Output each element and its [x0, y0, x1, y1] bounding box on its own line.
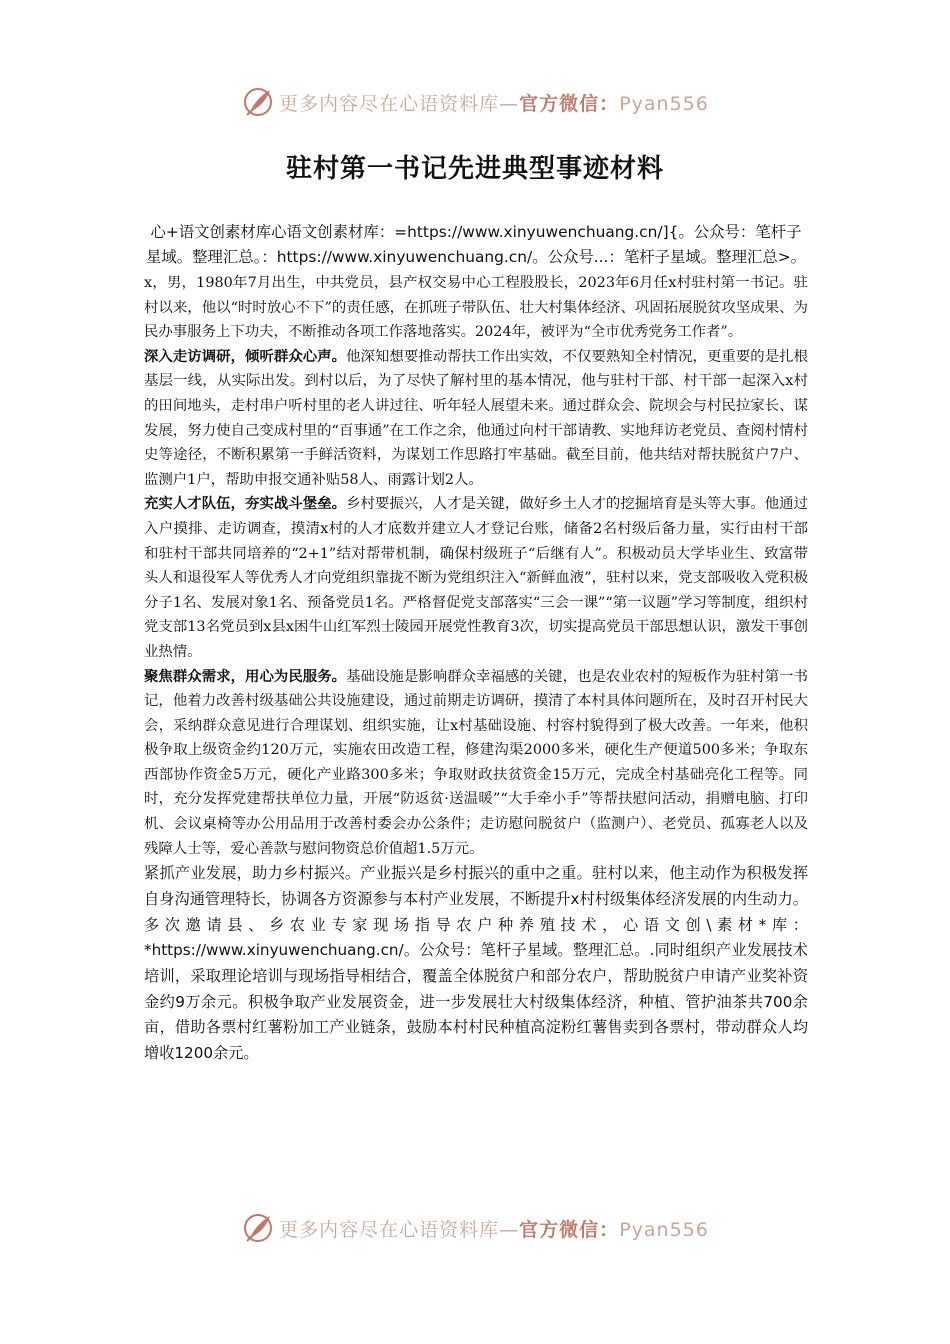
paragraph-heading: 聚焦群众需求，用心为民服务。 [144, 668, 347, 685]
paragraph-profile: x，男，1980年7月出生，中共党员，县产权交易中心工程股股长，2023年6月任x村驻村第一书记。驻村以来，他以“时时放心不下”的责任感，在抓班子带队伍、壮大村集体经济、巩固拓展脱贫攻坚成果、为民办事服务上下功夫，不断推动各项工作落地落实。2024年，被评为“全市优秀党务工作者”。 [144, 275, 808, 341]
watermark-text: 更多内容尽在心语资料库—官方微信：Pyan556 [279, 1218, 709, 1241]
watermark-text: 更多内容尽在心语资料库—官方微信：Pyan556 [279, 92, 709, 115]
paragraph-service: 聚焦群众需求，用心为民服务。基础设施是影响群众幸福感的关键，也是农业农村的短板作为驻村第一书记，他着力改善村级基础公共设施建设，通过前期走访调研，摸清了本村具体问题所在，及时召开村民大会，采纳群众意见进行合理谋划、组织实施，让x村基础设施、村容村貌得到了极大改善。一年来，他积极争取上级资金约120万元，实施农田改造工程，修建沟渠2000多米，硬化生产便道500多米；争取东西部协作资金5万元，硬化产业路300多米；争取财政扶贫资金15万元，完成全村基础亮化工程等。同时，充分发挥党建帮扶单位力量，开展“防返贫·送温暖”“大手牵小手”等帮扶慰问活动，捐赠电脑、打印机、会议桌椅等办公用品用于改善村委会办公条件；走访慰问脱贫户（监测户）、老党员、孤寡老人以及残障人士等，爱心善款与慰问物资总价值超1.5万元。 [144, 668, 808, 857]
document-body [144, 220, 808, 1067]
paragraph-heading: 深入走访调研，倾听群众心声。 [144, 348, 347, 365]
paragraph-research: 深入走访调研，倾听群众心声。他深知想要推动帮扶工作出实效，不仅要熟知全村情况，更重要的是扎根基层一线，从实际出发。到村以后，为了尽快了解村里的基本情况，他与驻村干部、村干部一起深入x村的田间地头，走村串户听村里的老人讲过往、听年轻人展望未来。通过群众会、院坝会与村民拉家长、谋发展，努力使自己变成村里的“百事通”在工作之余，他通过向村干部请教、实地拜访老党员、查阅村情村史等途径，不断积累第一手鲜活资料，为谋划工作思路打牢基础。截至目前，他共结对帮扶脱贫户7户、监测户1户，帮助申报交通补贴58人、雨露计划2人。 [144, 348, 808, 488]
footer-watermark-banner [0, 1208, 950, 1248]
paragraph-industry: 紧抓产业发展，助力乡村振兴。产业振兴是乡村振兴的重中之重。驻村以来，他主动作为积极发挥自身沟通管理特长，协调各方资源参与本村产业发展，不断提升x村村级集体经济发展的内生动力。多次邀请县、乡农业专家现场指导农户种养殖技术，心语文创\素材*库：*https://www.xinyuwenchuang.cn/。公众号：笔杆子星域。整理汇总。.同时组织产业发展技术培训，采取理论培训与现场指导相结合，覆盖全体脱贫户和部分农户，帮助脱贫户申请产业奖补资金约9万余元。积极争取产业发展资金，进一步发展壮大村级集体经济，种植、管护油茶共700余亩，借助各票村红薯粉加工产业链条，鼓励本村村民种植高淀粉红薯售卖到各票村，带动群众人均增收1200余元。 [144, 864, 808, 1063]
quill-pen-icon [241, 85, 275, 119]
paragraph-heading: 充实人才队伍，夯实战斗堡垒。 [144, 496, 347, 513]
source-note: 心+语文创素材库心语文创素材库：=https://www.xinyuwenchuang.cn/]{。公众号：笔杆子星域。整理汇总。：https://www.xinyuwenchuang.cn/。公众号...：笔杆子星域。整理汇总>。 [145, 223, 807, 266]
document-title: 驻村第一书记先进典型事迹材料 [285, 154, 664, 184]
header-watermark-banner [0, 82, 950, 122]
paragraph-talent: 充实人才队伍，夯实战斗堡垒。乡村要振兴，人才是关键，做好乡土人才的挖掘培育是头等大事。他通过入户摸排、走访调查，摸清x村的人才底数并建立人才登记台账，储备2名村级后备力量，实行由村干部和驻村干部共同培养的“2+1”结对帮带机制，确保村级班子“后继有人”。积极动员大学毕业生、致富带头人和退役军人等优秀人才向党组织靠拢不断为党组织注入“新鲜血液”，驻村以来，党支部吸收入党积极分子1名、发展对象1名、预备党员1名。严格督促党支部落实“三会一课”“第一议题”学习等制度，组织村党支部13名党员到x县x困牛山红军烈士陵园开展党性教育3次，切实提高党员干部思想认识，激发干事创业热情。 [144, 496, 808, 660]
quill-pen-icon [241, 1211, 275, 1245]
